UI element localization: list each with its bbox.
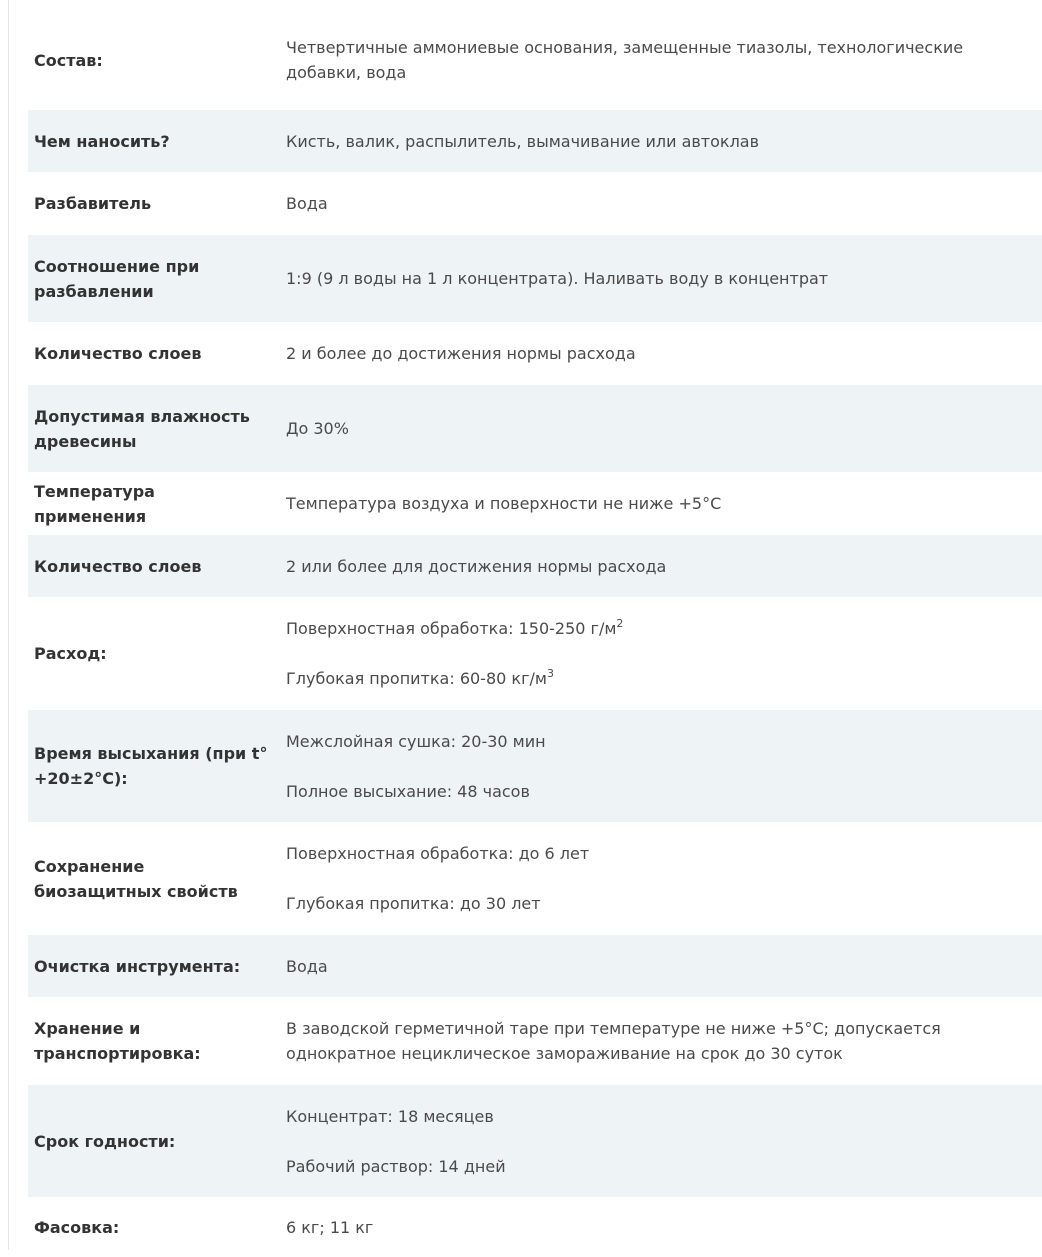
spec-label: Количество слоев xyxy=(34,344,202,363)
spec-row-diluent xyxy=(28,172,1042,235)
spec-row-composition xyxy=(28,10,1042,110)
spec-label: Хранение и транспортировка: xyxy=(34,1019,201,1063)
spec-label: Срок годности: xyxy=(34,1131,176,1151)
spec-label: Допустимая влажность древесины xyxy=(34,406,250,451)
spec-row-storage xyxy=(28,997,1042,1085)
spec-value: До 30% xyxy=(286,419,349,438)
left-divider xyxy=(8,0,9,1250)
spec-row-application-temperature xyxy=(28,472,1042,535)
spec-label: Расход: xyxy=(34,644,107,663)
spec-row-drying-time xyxy=(28,710,1042,822)
spec-value: 2 и более до достижения нормы расхода xyxy=(286,344,636,363)
spec-value: Четвертичные аммониевые основания, замещенные тиазолы, технологические добавки, вода xyxy=(286,38,964,82)
spec-label: Разбавитель xyxy=(34,194,152,213)
spec-value: Поверхностная обработка: до 6 лет Глубокая пропитка: до 30 лет xyxy=(286,844,590,913)
superscript: 3 xyxy=(546,667,554,680)
spec-value: 6 кг; 11 кг xyxy=(286,1217,374,1237)
spec-label: Количество слоев xyxy=(34,556,202,576)
spec-value: Поверхностная обработка: 150-250 $г/м^2$ Глубокая пропитка: 60-80 $кг/м^3$ xyxy=(286,617,624,688)
spec-row-bioprotection xyxy=(28,822,1042,935)
spec-label: Очистка инструмента: xyxy=(34,956,241,976)
spec-table xyxy=(28,10,1042,1257)
spec-value: Вода xyxy=(286,194,328,213)
spec-value: Концентрат: 18 месяцев Рабочий раствор: 14 дней xyxy=(286,1106,506,1176)
spec-value: 1:9 (9 л воды на 1 л концентрата). Наливать воду в концентрат xyxy=(286,269,829,288)
spec-value: 2 или более для достижения нормы расхода xyxy=(286,556,667,576)
spec-label: Состав: xyxy=(34,50,103,70)
spec-label: Температура применения xyxy=(34,481,155,526)
superscript: 2 xyxy=(616,617,624,630)
spec-row-wood-moisture xyxy=(28,385,1042,472)
spec-row-dilution-ratio xyxy=(28,235,1042,322)
spec-row-shelf-life xyxy=(28,1085,1042,1197)
spec-label: Чем наносить? xyxy=(34,131,170,151)
spec-value: Кисть, валик, распылитель, вымачивание или автоклав xyxy=(286,131,760,151)
spec-value: Температура воздуха и поверхности не ниже +5°С xyxy=(286,494,722,513)
spec-row-layer-count-2 xyxy=(28,535,1042,597)
spec-label: Соотношение при разбавлении xyxy=(34,256,200,301)
spec-label: Сохранение биозащитных свойств xyxy=(34,856,238,901)
spec-row-tool-cleaning xyxy=(28,935,1042,997)
spec-value: Межслойная сушка: 20-30 мин Полное высыхание: 48 часов xyxy=(286,731,546,801)
spec-label: Фасовка: xyxy=(34,1217,120,1237)
spec-value: В заводской герметичной таре при температуре не ниже +5°С; допускается однократное нециклическое замораживание на срок до 30 суток xyxy=(286,1019,941,1063)
spec-row-consumption xyxy=(28,597,1042,710)
spec-row-packaging xyxy=(28,1197,1042,1257)
spec-row-layer-count xyxy=(28,322,1042,385)
spec-row-application xyxy=(28,110,1042,172)
spec-label: Время высыхания (при t° +20±2°С): xyxy=(34,744,268,788)
spec-value: Вода xyxy=(286,956,328,976)
